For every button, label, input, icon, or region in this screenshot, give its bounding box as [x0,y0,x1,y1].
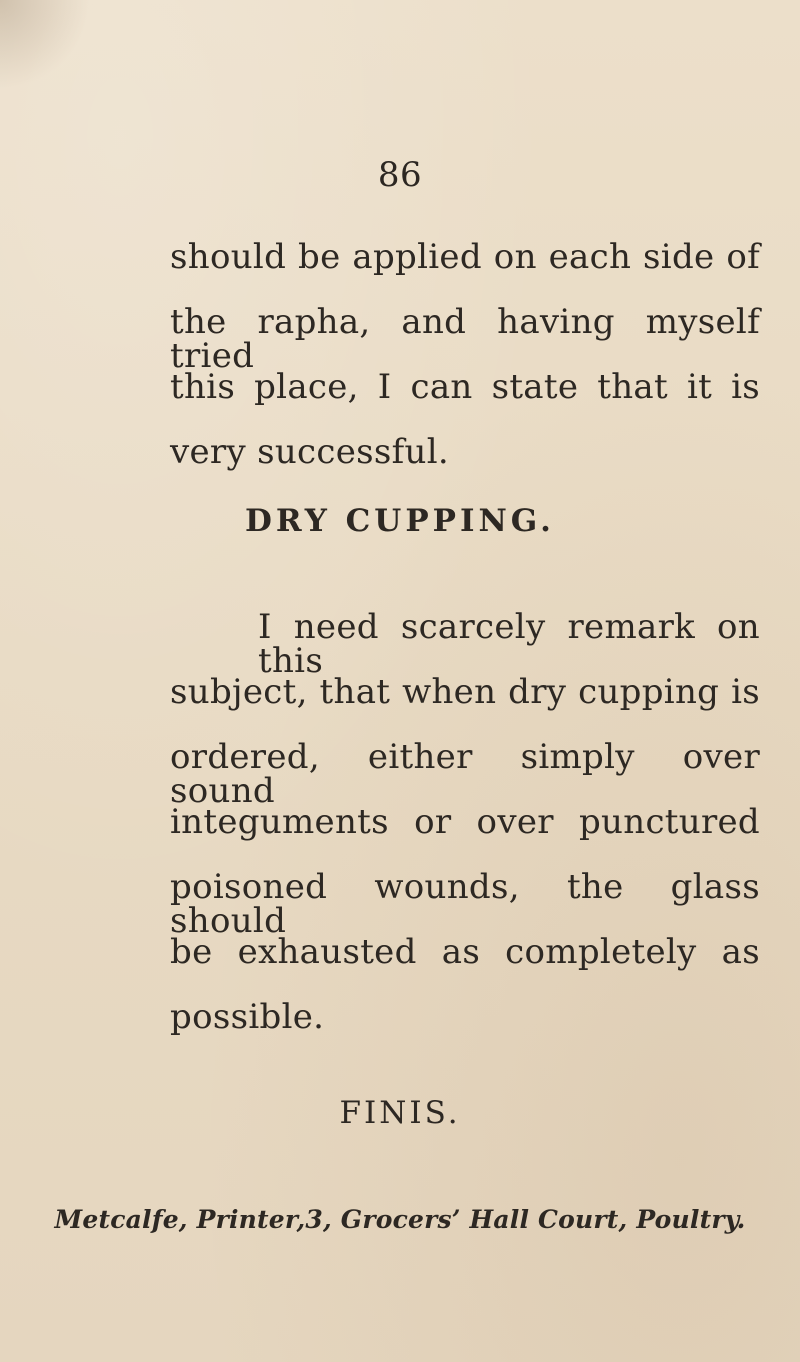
paragraph-line: very successful. [170,432,450,472]
paragraph-line: the rapha, and having myself tried [170,302,760,376]
paragraph-line: integuments or over punctured [170,802,760,842]
paragraph-line: this place, I can state that it is [170,367,760,407]
finis-mark: FINIS. [339,1095,461,1131]
printer-imprint: Metcalfe, Printer,3, Grocers’ Hall Court, Poultry. [54,1205,746,1234]
paragraph-line: ordered, either simply over sound [170,737,760,811]
page-number: 86 [377,155,423,195]
page-edge-shading [0,0,90,90]
paragraph-line: subject, that when dry cupping is [170,672,760,712]
paragraph-line: be exhausted as completely as [170,932,760,972]
paragraph-line: should be applied on each side of [170,237,760,277]
paragraph-line: I need scarcely remark on this [258,607,760,681]
paragraph-line: possible. [170,997,325,1037]
paragraph-line: poisoned wounds, the glass should [170,867,760,941]
section-heading: DRY CUPPING. [245,503,555,539]
